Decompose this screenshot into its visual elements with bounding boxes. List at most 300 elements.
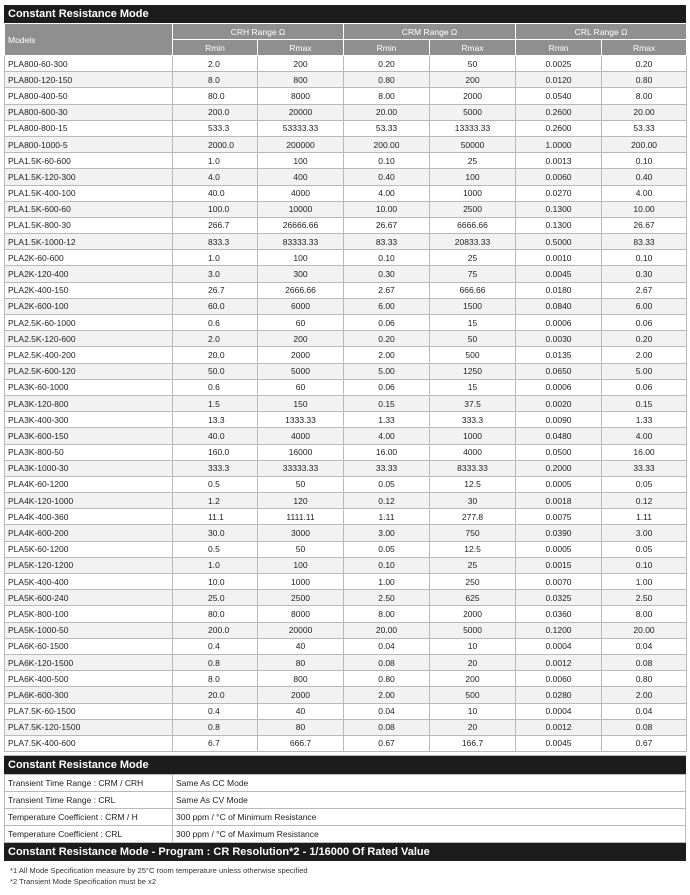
cell-crm-rmin: 10.00 bbox=[344, 201, 430, 217]
table-row bbox=[5, 169, 687, 185]
cell-crl-rmin: 0.0135 bbox=[516, 347, 602, 363]
table-row bbox=[5, 557, 687, 573]
cell-crh-rmin: 2.0 bbox=[173, 331, 258, 347]
table-row bbox=[5, 363, 687, 379]
cell-crh-rmin: 0.6 bbox=[173, 379, 258, 395]
spec-label: Temperature Coefficient : CRM / H bbox=[5, 809, 173, 826]
cell-crh-rmax: 40 bbox=[258, 638, 344, 654]
cell-crl-rmin: 0.0020 bbox=[516, 395, 602, 411]
cell-model: PLA6K-60-1500 bbox=[5, 638, 173, 654]
cell-model: PLA2K-400-150 bbox=[5, 282, 173, 298]
table-row bbox=[5, 703, 687, 719]
cell-crm-rmin: 5.00 bbox=[344, 363, 430, 379]
cell-model: PLA5K-600-240 bbox=[5, 590, 173, 606]
cell-crh-rmin: 0.8 bbox=[173, 654, 258, 670]
cell-crl-rmax: 0.20 bbox=[602, 56, 687, 72]
cell-model: PLA6K-120-1500 bbox=[5, 654, 173, 670]
cell-crl-rmin: 0.0006 bbox=[516, 379, 602, 395]
cell-crh-rmax: 50 bbox=[258, 476, 344, 492]
spec-table bbox=[4, 774, 686, 843]
cell-crm-rmax: 5000 bbox=[430, 622, 516, 638]
cell-crh-rmin: 30.0 bbox=[173, 525, 258, 541]
cell-crl-rmin: 0.0045 bbox=[516, 266, 602, 282]
cell-crl-rmin: 0.0012 bbox=[516, 654, 602, 670]
cell-crl-rmax: 8.00 bbox=[602, 88, 687, 104]
cell-crl-rmin: 0.0025 bbox=[516, 56, 602, 72]
header-crh-rmax: Rmax bbox=[258, 40, 344, 56]
cell-crh-rmax: 2666.66 bbox=[258, 282, 344, 298]
cell-crl-rmax: 2.00 bbox=[602, 687, 687, 703]
cell-crh-rmax: 120 bbox=[258, 493, 344, 509]
cell-crl-rmin: 0.2600 bbox=[516, 104, 602, 120]
cell-crl-rmin: 0.0500 bbox=[516, 444, 602, 460]
cell-crl-rmax: 2.00 bbox=[602, 347, 687, 363]
cell-crh-rmax: 20000 bbox=[258, 622, 344, 638]
cell-crm-rmin: 0.10 bbox=[344, 153, 430, 169]
cell-model: PLA1.5K-800-30 bbox=[5, 217, 173, 233]
cell-crh-rmax: 100 bbox=[258, 557, 344, 573]
cell-crl-rmin: 0.0390 bbox=[516, 525, 602, 541]
cell-crl-rmin: 0.5000 bbox=[516, 234, 602, 250]
cell-crh-rmax: 666.7 bbox=[258, 735, 344, 751]
cell-crh-rmax: 8000 bbox=[258, 88, 344, 104]
cell-crm-rmax: 500 bbox=[430, 687, 516, 703]
cell-crm-rmax: 6666.66 bbox=[430, 217, 516, 233]
cell-crm-rmin: 83.33 bbox=[344, 234, 430, 250]
cell-crl-rmax: 83.33 bbox=[602, 234, 687, 250]
cell-crh-rmax: 80 bbox=[258, 719, 344, 735]
cell-crh-rmax: 26666.66 bbox=[258, 217, 344, 233]
cell-model: PLA2K-600-100 bbox=[5, 298, 173, 314]
cell-crl-rmax: 0.12 bbox=[602, 493, 687, 509]
cell-crm-rmin: 1.33 bbox=[344, 412, 430, 428]
cell-crh-rmin: 60.0 bbox=[173, 298, 258, 314]
cell-crl-rmax: 1.00 bbox=[602, 574, 687, 590]
cell-crm-rmin: 0.10 bbox=[344, 557, 430, 573]
cell-crm-rmax: 20833.33 bbox=[430, 234, 516, 250]
cell-crh-rmax: 3000 bbox=[258, 525, 344, 541]
header-crm-rmax: Rmax bbox=[430, 40, 516, 56]
cell-crl-rmax: 0.06 bbox=[602, 379, 687, 395]
cell-model: PLA4K-600-200 bbox=[5, 525, 173, 541]
cell-model: PLA5K-120-1200 bbox=[5, 557, 173, 573]
cell-crl-rmin: 0.1300 bbox=[516, 217, 602, 233]
table-row bbox=[5, 687, 687, 703]
cell-model: PLA3K-400-300 bbox=[5, 412, 173, 428]
table-row bbox=[5, 315, 687, 331]
cell-crl-rmin: 0.0060 bbox=[516, 671, 602, 687]
cell-model: PLA800-800-15 bbox=[5, 120, 173, 136]
cell-crh-rmax: 40 bbox=[258, 703, 344, 719]
cell-crm-rmax: 4000 bbox=[430, 444, 516, 460]
table-row bbox=[5, 735, 687, 751]
cell-model: PLA7.5K-60-1500 bbox=[5, 703, 173, 719]
cell-crm-rmax: 75 bbox=[430, 266, 516, 282]
cell-crh-rmin: 40.0 bbox=[173, 185, 258, 201]
cell-crm-rmin: 16.00 bbox=[344, 444, 430, 460]
cell-crh-rmin: 1.2 bbox=[173, 493, 258, 509]
cell-crl-rmin: 0.0325 bbox=[516, 590, 602, 606]
spec-label: Temperature Coefficient : CRL bbox=[5, 826, 173, 843]
cell-model: PLA800-120-150 bbox=[5, 72, 173, 88]
cell-crl-rmin: 0.0005 bbox=[516, 541, 602, 557]
cell-crl-rmin: 0.0045 bbox=[516, 735, 602, 751]
cell-model: PLA2K-120-400 bbox=[5, 266, 173, 282]
cell-crl-rmax: 2.67 bbox=[602, 282, 687, 298]
table-row bbox=[5, 460, 687, 476]
cell-crm-rmax: 500 bbox=[430, 347, 516, 363]
cell-model: PLA3K-800-50 bbox=[5, 444, 173, 460]
cell-crl-rmax: 2.50 bbox=[602, 590, 687, 606]
cell-crl-rmax: 33.33 bbox=[602, 460, 687, 476]
table-row bbox=[5, 541, 687, 557]
table-row bbox=[5, 444, 687, 460]
cell-crm-rmax: 50000 bbox=[430, 136, 516, 152]
table-row bbox=[5, 671, 687, 687]
table-row bbox=[5, 88, 687, 104]
cell-crl-rmin: 0.0012 bbox=[516, 719, 602, 735]
cell-model: PLA7.5K-120-1500 bbox=[5, 719, 173, 735]
cell-crm-rmin: 8.00 bbox=[344, 606, 430, 622]
cell-crl-rmax: 20.00 bbox=[602, 104, 687, 120]
cell-model: PLA1.5K-1000-12 bbox=[5, 234, 173, 250]
cell-crm-rmin: 0.08 bbox=[344, 719, 430, 735]
cell-crh-rmin: 50.0 bbox=[173, 363, 258, 379]
cell-crh-rmax: 400 bbox=[258, 169, 344, 185]
cell-crh-rmax: 4000 bbox=[258, 185, 344, 201]
cell-crh-rmin: 3.0 bbox=[173, 266, 258, 282]
table-row bbox=[5, 379, 687, 395]
cell-model: PLA7.5K-400-600 bbox=[5, 735, 173, 751]
cell-crm-rmax: 1250 bbox=[430, 363, 516, 379]
cell-crm-rmax: 10 bbox=[430, 638, 516, 654]
cell-crl-rmax: 0.40 bbox=[602, 169, 687, 185]
table-row bbox=[5, 234, 687, 250]
cell-crh-rmax: 60 bbox=[258, 379, 344, 395]
cell-crm-rmin: 8.00 bbox=[344, 88, 430, 104]
cell-crm-rmax: 25 bbox=[430, 557, 516, 573]
cell-crl-rmin: 0.1300 bbox=[516, 201, 602, 217]
cell-crl-rmax: 0.08 bbox=[602, 654, 687, 670]
cell-crh-rmin: 0.5 bbox=[173, 541, 258, 557]
table-row bbox=[5, 622, 687, 638]
table-row bbox=[5, 104, 687, 120]
cell-model: PLA1.5K-60-600 bbox=[5, 153, 173, 169]
cell-crm-rmin: 2.00 bbox=[344, 687, 430, 703]
table-row bbox=[5, 525, 687, 541]
table-row bbox=[5, 654, 687, 670]
cell-crh-rmax: 1333.33 bbox=[258, 412, 344, 428]
cell-model: PLA5K-400-400 bbox=[5, 574, 173, 590]
cell-crm-rmax: 15 bbox=[430, 315, 516, 331]
table-row bbox=[5, 282, 687, 298]
cell-crl-rmax: 0.04 bbox=[602, 638, 687, 654]
cell-crh-rmin: 533.3 bbox=[173, 120, 258, 136]
cell-crh-rmin: 0.4 bbox=[173, 638, 258, 654]
cell-crl-rmax: 4.00 bbox=[602, 428, 687, 444]
cell-crh-rmin: 266.7 bbox=[173, 217, 258, 233]
cell-crm-rmin: 0.67 bbox=[344, 735, 430, 751]
cell-crh-rmin: 100.0 bbox=[173, 201, 258, 217]
cell-crh-rmax: 10000 bbox=[258, 201, 344, 217]
cell-crl-rmin: 0.0270 bbox=[516, 185, 602, 201]
cell-crm-rmin: 53.33 bbox=[344, 120, 430, 136]
cell-crl-rmax: 6.00 bbox=[602, 298, 687, 314]
cell-crh-rmin: 2.0 bbox=[173, 56, 258, 72]
cell-crm-rmin: 2.50 bbox=[344, 590, 430, 606]
cell-crh-rmax: 800 bbox=[258, 72, 344, 88]
cell-crh-rmax: 1111.11 bbox=[258, 509, 344, 525]
cell-crm-rmax: 20 bbox=[430, 719, 516, 735]
cell-crm-rmin: 0.06 bbox=[344, 379, 430, 395]
cell-crm-rmin: 0.06 bbox=[344, 315, 430, 331]
cell-crl-rmin: 0.0480 bbox=[516, 428, 602, 444]
cell-crl-rmin: 0.0005 bbox=[516, 476, 602, 492]
cell-crh-rmin: 80.0 bbox=[173, 606, 258, 622]
cell-crl-rmin: 0.2600 bbox=[516, 120, 602, 136]
cell-crh-rmax: 5000 bbox=[258, 363, 344, 379]
cell-crm-rmax: 15 bbox=[430, 379, 516, 395]
footnotes bbox=[4, 865, 686, 887]
spec-row bbox=[5, 775, 686, 792]
cell-crm-rmax: 30 bbox=[430, 493, 516, 509]
cell-crm-rmax: 10 bbox=[430, 703, 516, 719]
cell-crh-rmax: 200 bbox=[258, 331, 344, 347]
cell-crh-rmin: 0.5 bbox=[173, 476, 258, 492]
cell-crm-rmax: 50 bbox=[430, 56, 516, 72]
cell-crl-rmin: 0.0540 bbox=[516, 88, 602, 104]
cell-crh-rmin: 200.0 bbox=[173, 622, 258, 638]
cell-crm-rmax: 1000 bbox=[430, 428, 516, 444]
cell-crl-rmin: 0.0840 bbox=[516, 298, 602, 314]
cell-crl-rmax: 0.08 bbox=[602, 719, 687, 735]
cell-crh-rmax: 800 bbox=[258, 671, 344, 687]
cell-crh-rmax: 6000 bbox=[258, 298, 344, 314]
table-row bbox=[5, 201, 687, 217]
cell-crl-rmax: 8.00 bbox=[602, 606, 687, 622]
cell-crl-rmin: 0.1200 bbox=[516, 622, 602, 638]
footnote: *2 Transient Mode Specification must be x2 bbox=[10, 877, 157, 887]
cell-crl-rmax: 10.00 bbox=[602, 201, 687, 217]
cell-crh-rmin: 0.4 bbox=[173, 703, 258, 719]
cell-crh-rmin: 333.3 bbox=[173, 460, 258, 476]
table-row bbox=[5, 298, 687, 314]
cell-crh-rmin: 1.5 bbox=[173, 395, 258, 411]
table-row bbox=[5, 428, 687, 444]
table-row bbox=[5, 72, 687, 88]
section-title: Constant Resistance Mode bbox=[4, 5, 686, 23]
cell-crm-rmax: 2000 bbox=[430, 88, 516, 104]
cell-crl-rmax: 53.33 bbox=[602, 120, 687, 136]
cell-crl-rmax: 1.11 bbox=[602, 509, 687, 525]
cell-model: PLA1.5K-400-100 bbox=[5, 185, 173, 201]
cell-crm-rmin: 4.00 bbox=[344, 428, 430, 444]
cell-crh-rmax: 20000 bbox=[258, 104, 344, 120]
cell-model: PLA1.5K-600-60 bbox=[5, 201, 173, 217]
cell-crm-rmin: 0.20 bbox=[344, 331, 430, 347]
cell-crm-rmax: 1500 bbox=[430, 298, 516, 314]
cell-crl-rmax: 0.15 bbox=[602, 395, 687, 411]
cell-crm-rmin: 6.00 bbox=[344, 298, 430, 314]
cell-crm-rmin: 20.00 bbox=[344, 104, 430, 120]
spec-row bbox=[5, 826, 686, 843]
cell-crm-rmax: 13333.33 bbox=[430, 120, 516, 136]
cell-crl-rmax: 20.00 bbox=[602, 622, 687, 638]
spec-label: Transient Time Range : CRM / CRH bbox=[5, 775, 173, 792]
cell-crm-rmax: 1000 bbox=[430, 185, 516, 201]
cell-crm-rmin: 2.00 bbox=[344, 347, 430, 363]
cell-crl-rmax: 0.10 bbox=[602, 153, 687, 169]
cell-crm-rmax: 666.66 bbox=[430, 282, 516, 298]
cell-crm-rmax: 25 bbox=[430, 153, 516, 169]
header-crl-rmin: Rmin bbox=[516, 40, 602, 56]
cell-crl-rmax: 3.00 bbox=[602, 525, 687, 541]
spec-section-title: Constant Resistance Mode bbox=[4, 756, 686, 774]
header-crh-range: CRH Range Ω bbox=[173, 24, 344, 40]
cell-crh-rmin: 200.0 bbox=[173, 104, 258, 120]
table-row bbox=[5, 56, 687, 72]
cell-crl-rmin: 0.0015 bbox=[516, 557, 602, 573]
table-row bbox=[5, 719, 687, 735]
cell-crm-rmin: 0.12 bbox=[344, 493, 430, 509]
cell-crl-rmax: 0.04 bbox=[602, 703, 687, 719]
cell-crh-rmin: 26.7 bbox=[173, 282, 258, 298]
cell-crm-rmin: 0.05 bbox=[344, 541, 430, 557]
cell-crh-rmax: 33333.33 bbox=[258, 460, 344, 476]
header-models: Models bbox=[5, 24, 173, 56]
cell-crl-rmax: 16.00 bbox=[602, 444, 687, 460]
cell-crl-rmin: 0.0075 bbox=[516, 509, 602, 525]
table-row bbox=[5, 120, 687, 136]
cell-crl-rmin: 0.0090 bbox=[516, 412, 602, 428]
cell-model: PLA2.5K-120-600 bbox=[5, 331, 173, 347]
header-crm-range: CRM Range Ω bbox=[344, 24, 516, 40]
footnote: *1 All Mode Specification measure by 25°C room temperature unless otherwise specified bbox=[10, 866, 308, 876]
cell-crm-rmax: 277.8 bbox=[430, 509, 516, 525]
cell-model: PLA6K-600-300 bbox=[5, 687, 173, 703]
cell-crm-rmin: 1.11 bbox=[344, 509, 430, 525]
cell-crl-rmax: 0.06 bbox=[602, 315, 687, 331]
cell-crl-rmin: 0.0004 bbox=[516, 638, 602, 654]
cell-crh-rmax: 100 bbox=[258, 250, 344, 266]
table-row bbox=[5, 606, 687, 622]
cell-model: PLA4K-400-360 bbox=[5, 509, 173, 525]
cell-crm-rmax: 333.3 bbox=[430, 412, 516, 428]
cell-crl-rmin: 0.0010 bbox=[516, 250, 602, 266]
cell-crh-rmax: 2000 bbox=[258, 347, 344, 363]
cell-crh-rmax: 50 bbox=[258, 541, 344, 557]
resistance-range-table bbox=[4, 23, 687, 752]
cell-crm-rmin: 0.04 bbox=[344, 638, 430, 654]
cell-crh-rmin: 160.0 bbox=[173, 444, 258, 460]
cell-crm-rmin: 0.05 bbox=[344, 476, 430, 492]
cell-crm-rmin: 0.20 bbox=[344, 56, 430, 72]
cell-crh-rmin: 20.0 bbox=[173, 687, 258, 703]
table-row bbox=[5, 638, 687, 654]
cell-crl-rmin: 0.0120 bbox=[516, 72, 602, 88]
cell-crm-rmax: 25 bbox=[430, 250, 516, 266]
cell-crl-rmin: 0.0006 bbox=[516, 315, 602, 331]
cell-crm-rmax: 37.5 bbox=[430, 395, 516, 411]
cell-crl-rmin: 0.0360 bbox=[516, 606, 602, 622]
cell-crh-rmin: 80.0 bbox=[173, 88, 258, 104]
cell-model: PLA2K-60-600 bbox=[5, 250, 173, 266]
cell-crm-rmax: 50 bbox=[430, 331, 516, 347]
table-row bbox=[5, 590, 687, 606]
cell-crl-rmin: 0.0180 bbox=[516, 282, 602, 298]
cell-model: PLA3K-120-800 bbox=[5, 395, 173, 411]
cell-crh-rmax: 8000 bbox=[258, 606, 344, 622]
cell-model: PLA800-400-50 bbox=[5, 88, 173, 104]
cell-model: PLA3K-1000-30 bbox=[5, 460, 173, 476]
cell-model: PLA800-600-30 bbox=[5, 104, 173, 120]
spec-value: 300 ppm / °C of Minimum Resistance bbox=[173, 809, 686, 826]
cell-crh-rmin: 13.3 bbox=[173, 412, 258, 428]
cell-crm-rmax: 2500 bbox=[430, 201, 516, 217]
cell-crh-rmin: 0.6 bbox=[173, 315, 258, 331]
cell-crm-rmax: 2000 bbox=[430, 606, 516, 622]
cell-crh-rmax: 100 bbox=[258, 153, 344, 169]
cell-crm-rmin: 0.80 bbox=[344, 72, 430, 88]
cell-crm-rmax: 250 bbox=[430, 574, 516, 590]
cell-crl-rmax: 0.05 bbox=[602, 541, 687, 557]
cell-crl-rmin: 1.0000 bbox=[516, 136, 602, 152]
table-row bbox=[5, 574, 687, 590]
cell-crl-rmax: 0.20 bbox=[602, 331, 687, 347]
cell-model: PLA5K-60-1200 bbox=[5, 541, 173, 557]
cell-crh-rmin: 1.0 bbox=[173, 153, 258, 169]
cell-crm-rmax: 20 bbox=[430, 654, 516, 670]
table-row bbox=[5, 347, 687, 363]
cell-crm-rmin: 2.67 bbox=[344, 282, 430, 298]
cell-crh-rmax: 1000 bbox=[258, 574, 344, 590]
cell-crm-rmin: 0.30 bbox=[344, 266, 430, 282]
cell-crl-rmin: 0.0650 bbox=[516, 363, 602, 379]
cell-crm-rmin: 4.00 bbox=[344, 185, 430, 201]
table-row bbox=[5, 331, 687, 347]
table-row bbox=[5, 217, 687, 233]
cell-crl-rmax: 5.00 bbox=[602, 363, 687, 379]
cell-crh-rmax: 4000 bbox=[258, 428, 344, 444]
cell-crl-rmax: 4.00 bbox=[602, 185, 687, 201]
cell-crl-rmin: 0.0004 bbox=[516, 703, 602, 719]
table-row bbox=[5, 412, 687, 428]
cell-model: PLA2.5K-60-1000 bbox=[5, 315, 173, 331]
cell-crl-rmax: 0.10 bbox=[602, 557, 687, 573]
cell-crl-rmin: 0.0018 bbox=[516, 493, 602, 509]
cell-crh-rmax: 150 bbox=[258, 395, 344, 411]
cell-crh-rmin: 2000.0 bbox=[173, 136, 258, 152]
cell-crh-rmin: 4.0 bbox=[173, 169, 258, 185]
cell-model: PLA4K-60-1200 bbox=[5, 476, 173, 492]
cell-crh-rmax: 80 bbox=[258, 654, 344, 670]
cell-crm-rmax: 100 bbox=[430, 169, 516, 185]
cell-crh-rmax: 16000 bbox=[258, 444, 344, 460]
cell-crm-rmin: 0.10 bbox=[344, 250, 430, 266]
cell-crm-rmin: 33.33 bbox=[344, 460, 430, 476]
spec-label: Transient Time Range : CRL bbox=[5, 792, 173, 809]
cell-crl-rmin: 0.0070 bbox=[516, 574, 602, 590]
cell-crh-rmin: 833.3 bbox=[173, 234, 258, 250]
cell-crl-rmin: 0.2000 bbox=[516, 460, 602, 476]
cell-crh-rmax: 200 bbox=[258, 56, 344, 72]
cell-crm-rmin: 0.40 bbox=[344, 169, 430, 185]
cell-model: PLA5K-800-100 bbox=[5, 606, 173, 622]
cell-model: PLA2.5K-400-200 bbox=[5, 347, 173, 363]
cell-crm-rmax: 200 bbox=[430, 671, 516, 687]
table-row bbox=[5, 250, 687, 266]
table-row bbox=[5, 509, 687, 525]
